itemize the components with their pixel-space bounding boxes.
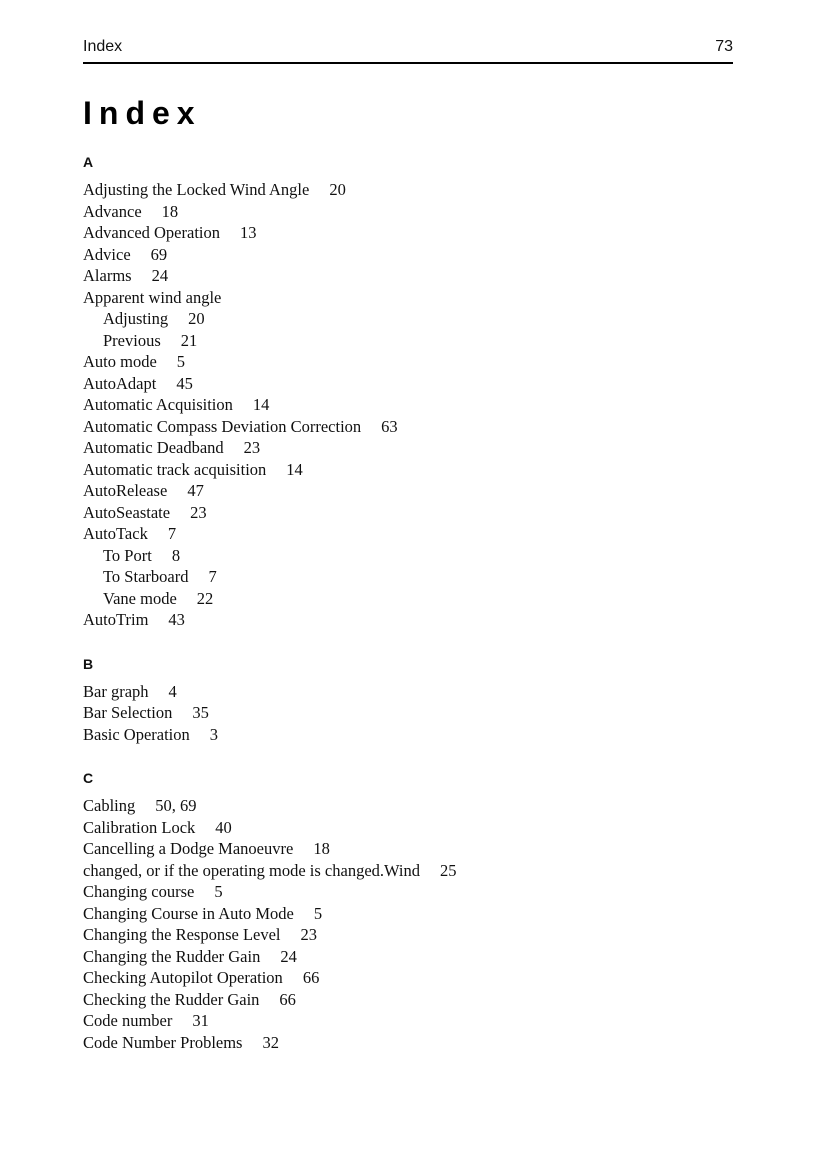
entry-page-number: 43 [168, 610, 185, 629]
index-entry [83, 373, 733, 395]
entry-page-number: 23 [300, 925, 318, 944]
index-entry [83, 1032, 733, 1054]
index-entry [83, 681, 733, 703]
index-entry [83, 523, 733, 545]
index-entry [83, 860, 733, 882]
entry-text: To Port [103, 545, 152, 565]
entry-page-number: 63 [381, 416, 398, 436]
entry-page-number: 22 [196, 588, 214, 608]
index-entry [83, 946, 733, 968]
entry-page-number: 8 [171, 545, 181, 565]
index-entry [83, 838, 733, 860]
running-header-title: Index [83, 38, 123, 55]
entry-page-number: 5 [176, 352, 186, 371]
index-section-c [83, 771, 733, 1053]
entry-text: Cancelling a Dodge Manoeuvre [83, 839, 294, 858]
entry-text: Alarms [83, 266, 132, 285]
entry-page-number: 50, 69 [155, 796, 197, 815]
entry-text: Automatic Deadband [83, 438, 224, 457]
entry-text: AutoTrim [83, 610, 149, 629]
index-entry [83, 222, 733, 244]
entry-text: Advice [83, 244, 131, 264]
entry-page-number: 35 [192, 703, 209, 722]
entry-text: Changing course [83, 882, 195, 901]
index-entry [83, 795, 733, 817]
header-rule [83, 62, 733, 64]
page-title: Index [83, 95, 202, 131]
entry-page-number: 7 [208, 567, 217, 586]
index-entry [83, 394, 733, 416]
entry-page-number: 45 [176, 373, 193, 393]
entry-text: changed, or if the operating mode is changed.Wind [83, 860, 421, 880]
entry-page-number: 23 [190, 502, 207, 522]
index-entry [83, 265, 733, 287]
index-section-b [83, 657, 733, 746]
entry-page-number: 18 [313, 839, 330, 858]
entry-page-number: 66 [302, 968, 320, 987]
entry-page-number: 23 [243, 438, 261, 457]
index-entry [83, 817, 733, 839]
entry-text: Changing the Rudder Gain [83, 946, 261, 966]
index-entry [83, 351, 733, 373]
index-entry [83, 588, 733, 610]
index-entry [83, 179, 733, 201]
entry-text: Vane mode [103, 588, 177, 608]
entry-text: AutoSeastate [83, 502, 171, 522]
entry-page-number: 20 [188, 309, 205, 328]
index-entry [83, 545, 733, 567]
entry-text: Changing Course in Auto Mode [83, 903, 294, 923]
index-sections [83, 155, 733, 1053]
entry-text: Cabling [83, 796, 136, 815]
index-entry [83, 287, 733, 309]
entry-text: Calibration Lock [83, 817, 196, 837]
index-entry [83, 330, 733, 352]
index-entry [83, 702, 733, 724]
entry-page-number: 40 [215, 817, 232, 837]
entry-text: Advanced Operation [83, 223, 220, 242]
index-entry [83, 924, 733, 946]
index-entry [83, 1010, 733, 1032]
running-header [83, 37, 733, 57]
entry-page-number: 24 [151, 266, 169, 285]
index-entry [83, 308, 733, 330]
entry-page-number: 5 [313, 903, 323, 923]
section-letter: C [83, 770, 94, 786]
index-entry [83, 724, 733, 746]
entry-page-number: 14 [286, 459, 303, 479]
entry-text: Automatic Compass Deviation Correction [83, 416, 362, 436]
entry-text: Apparent wind angle [83, 287, 222, 307]
entry-page-number: 18 [161, 201, 179, 221]
entry-text: Automatic track acquisition [83, 459, 267, 479]
index-entry [83, 437, 733, 459]
entry-text: Adjusting [103, 309, 169, 328]
index-entry [83, 502, 733, 524]
entry-page-number: 13 [240, 223, 257, 242]
entry-page-number: 32 [262, 1032, 279, 1052]
index-entry [83, 201, 733, 223]
section-letter: A [83, 154, 94, 170]
entry-text: Changing the Response Level [83, 925, 281, 944]
entry-text: Previous [103, 330, 161, 350]
entry-text: AutoAdapt [83, 373, 157, 393]
entry-text: AutoRelease [83, 481, 168, 500]
entry-page-number: 7 [167, 524, 177, 543]
entry-text: Checking the Rudder Gain [83, 989, 260, 1009]
entry-text: Bar graph [83, 681, 149, 701]
entry-page-number: 25 [440, 860, 457, 880]
entry-text: Advance [83, 201, 142, 221]
entry-page-number: 21 [180, 330, 198, 350]
entry-text: Bar Selection [83, 703, 173, 722]
entry-page-number: 47 [187, 481, 204, 500]
entry-page-number: 5 [214, 882, 223, 901]
entry-page-number: 20 [329, 180, 346, 199]
entry-text: Auto mode [83, 352, 157, 371]
entry-page-number: 3 [209, 724, 219, 744]
entry-text: To Starboard [103, 567, 189, 586]
index-entry [83, 459, 733, 481]
entry-text: AutoTack [83, 524, 148, 543]
entry-page-number: 24 [280, 946, 297, 966]
index-section-a [83, 155, 733, 631]
entry-text: Basic Operation [83, 724, 190, 744]
entry-text: Code Number Problems [83, 1032, 243, 1052]
entry-text: Checking Autopilot Operation [83, 968, 283, 987]
entry-page-number: 4 [168, 681, 177, 701]
index-entry [83, 566, 733, 588]
index-entry [83, 989, 733, 1011]
entry-page-number: 31 [192, 1011, 209, 1030]
index-entry [83, 416, 733, 438]
index-entry [83, 609, 733, 631]
entry-page-number: 66 [279, 989, 296, 1009]
entry-page-number: 14 [252, 395, 270, 414]
index-entry [83, 480, 733, 502]
entry-page-number: 69 [150, 244, 168, 264]
entry-text: Code number [83, 1011, 173, 1030]
index-entry [83, 244, 733, 266]
entry-text: Adjusting the Locked Wind Angle [83, 180, 310, 199]
section-letter: B [83, 655, 94, 672]
page-number: 73 [715, 38, 733, 55]
index-entry [83, 967, 733, 989]
index-entry [83, 903, 733, 925]
entry-text: Automatic Acquisition [83, 395, 233, 414]
index-entry [83, 881, 733, 903]
